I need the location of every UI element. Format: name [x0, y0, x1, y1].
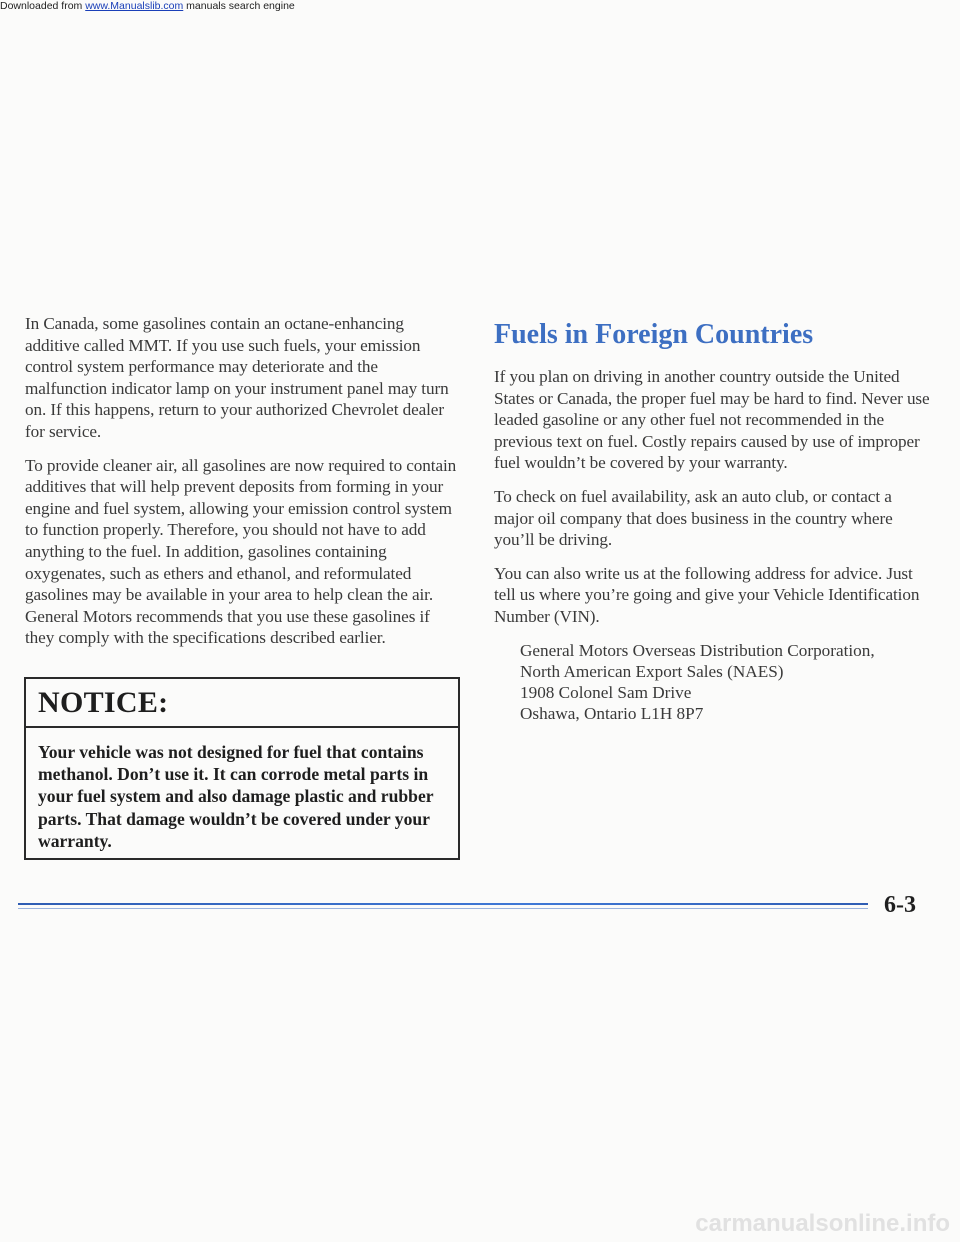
footer-rule-thin: [18, 908, 868, 909]
notice-title: NOTICE:: [38, 685, 169, 719]
watermark-prefix: Downloaded from: [0, 0, 86, 12]
address-line: 1908 Colonel Sam Drive: [520, 682, 692, 702]
paragraph-fuel-availability: To check on fuel availability, ask an auto club, or contact a major oil company that does business in the country where you’ll be driving.: [494, 486, 893, 550]
download-watermark: [0, 0, 295, 12]
page-number: 6-3: [884, 892, 916, 918]
paragraph-write-us: You can also write us at the following address for advice. Just tell us where you’re going and give your Vehicle Identification Number (VIN).: [494, 563, 920, 626]
site-watermark: carmanualsonline.info: [695, 1210, 950, 1237]
right-column: [494, 318, 934, 724]
left-column: [25, 313, 461, 661]
paragraph-foreign-driving: If you plan on driving in another country outside the United States or Canada, the proper fuel may be hard to find. Never use leaded gasoline or any other fuel not recommended in the previous text on fuel. Costly repairs caused by use of improper fuel wouldn’t be covered by your warranty.: [494, 367, 930, 473]
address-line: General Motors Overseas Distribution Corporation,: [520, 640, 875, 660]
paragraph-cleaner-air: To provide cleaner air, all gasolines are now required to contain additives that will help prevent deposits from forming in your engine and fuel system, allowing your emission control system to function properly. Therefore, you should not have to add anything to the fuel. In addition, gasolines containing oxygenates, such as ethers and ethanol, and reformulated gasolines may be available in your area to help clean the air. General Motors recommends that you use these gasolines if they comply with the specifications described earlier.: [25, 455, 457, 648]
footer-rule: [18, 903, 868, 905]
watermark-suffix: manuals search engine: [183, 0, 295, 12]
mailing-address: [520, 640, 934, 724]
notice-header: [26, 679, 458, 728]
notice-box: [24, 677, 460, 860]
section-heading-foreign-fuels: Fuels in Foreign Countries: [494, 319, 814, 350]
paragraph-mmt: In Canada, some gasolines contain an octane-enhancing additive called MMT. If you use such fuels, your emission control system performance may deteriorate and the malfunction indicator lamp on your instrument panel may turn on. If this happens, return to your authorized Chevrolet dealer for service.: [25, 314, 449, 441]
address-line: Oshawa, Ontario L1H 8P7: [520, 703, 704, 723]
address-line: North American Export Sales (NAES): [520, 661, 784, 681]
manualslib-link[interactable]: www.Manualslib.com: [85, 0, 184, 12]
notice-body: Your vehicle was not designed for fuel that contains methanol. Don’t use it. It can corrode metal parts in your fuel system and also damage plastic and rubber parts. That damage wouldn’t be covered under your warranty.: [38, 742, 434, 851]
